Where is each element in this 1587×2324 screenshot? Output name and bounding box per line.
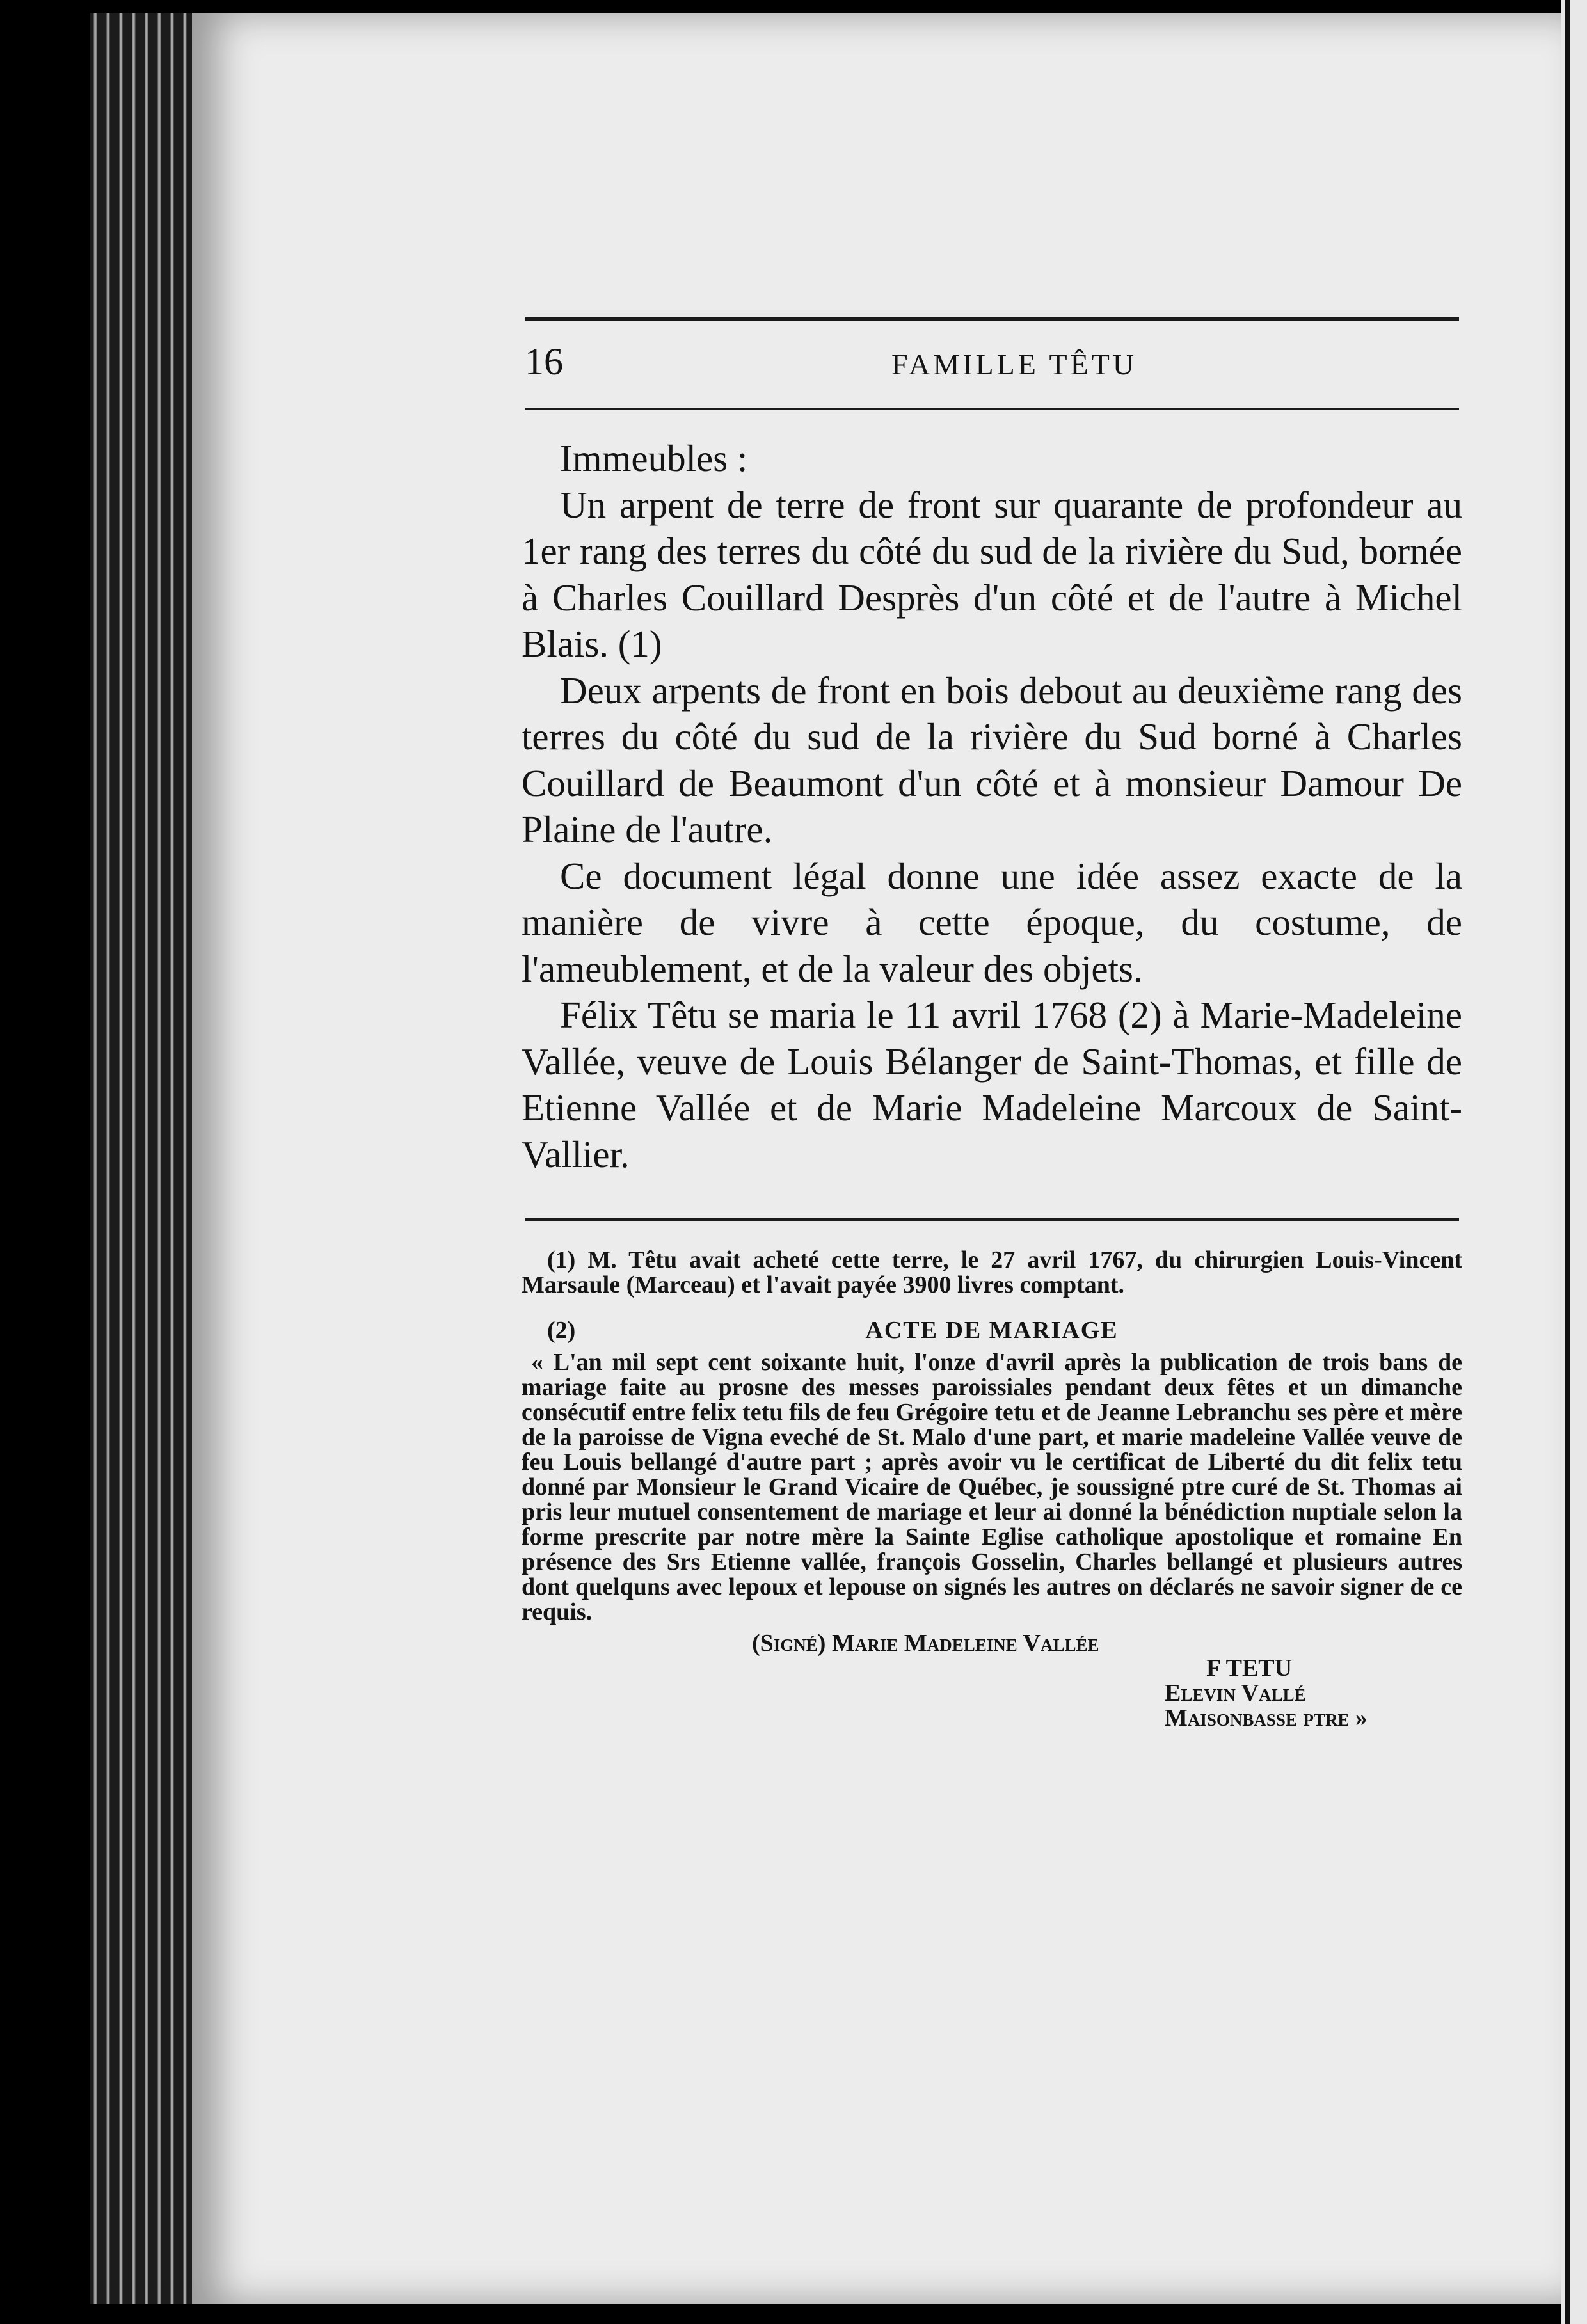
footnote-2-title: ACTE DE MARIAGE xyxy=(865,1317,1119,1344)
page-number: 16 xyxy=(525,340,563,383)
marriage-record-text: « L'an mil sept cent soixante huit, l'onze d'avril après la publication de trois bans de mariage faite au prosne des messes paroissiales pendant deux fêtes et un dimanche consécutif entre felix tetu fils de feu Grégoire tetu et de Jeanne Lebranchu ses père et mère de la paroisse de Vigna eveché de St. Malo d'une part, et marie madeleine Vallée veuve de feu Louis bellangé d'autre part ; après avoir vu le certificat de Liberté du dit felix tetu donné par Monsieur le Grand Vicaire de Québec, je soussigné ptre curé de St. Thomas ai pris leur mutuel consentement de mariage et leur ai donné la bénédiction nuptiale selon la forme prescrite par notre mère la Sainte Eglise catholique apostolique et romaine En présence des Srs Etienne vallée, françois Gosselin, Charles bellangé et plusieurs autres dont quelquns avec lepoux et lepouse on signés les autres on déclarés ne savoir signer de ce requis. xyxy=(522,1349,1462,1625)
header-rule-bottom xyxy=(525,408,1459,410)
paragraph-immeubles: Immeubles : xyxy=(560,437,748,479)
paragraph-deux-arpents: Deux arpents de front en bois debout au deuxième rang des terres du côté du sud de la rivière du Sud borné à Charles Couillard de Beaumont d'un côté et à monsieur Damour De Plaine de l'autre. xyxy=(522,669,1462,850)
header-rule-top xyxy=(525,317,1459,321)
signature-block xyxy=(522,1631,1462,1731)
main-text xyxy=(522,435,1462,1177)
paragraph-arpent: Un arpent de terre de front sur quarante de profondeur au 1er rang des terres du côté du sud de la rivière du Sud, bornée à Charles Couillard Desprès d'un côté et de l'autre à Michel Blais. (1) xyxy=(522,483,1462,665)
footnote-rule xyxy=(525,1218,1459,1221)
running-title: FAMILLE TÊTU xyxy=(891,348,1138,381)
paragraph-document: Ce document légal donne une idée assez exacte de la manière de vivre à cette époque, du costume, de l'ameublement, et de la valeur des objets. xyxy=(522,854,1462,990)
signature-line: (Signé) Marie Madeleine Vallée xyxy=(752,1630,1099,1657)
paragraph-mariage: Félix Têtu se maria le 11 avril 1768 (2) à Marie-Madeleine Vallée, veuve de Louis Bélanger de Saint-Thomas, et fille de Etienne Vallée et de Marie Madeleine Marcoux de Saint-Vallier. xyxy=(522,994,1462,1175)
footnotes xyxy=(522,1248,1462,1731)
signature-line: Maisonbasse ptre » xyxy=(1165,1705,1368,1731)
footnote-1: (1) M. Têtu avait acheté cette terre, le 27 avril 1767, du chirurgien Louis-Vincent Marsaule (Marceau) et l'avait payée 3900 livres comptant. xyxy=(522,1246,1462,1298)
footnote-2-heading xyxy=(522,1318,1462,1346)
footnote-2-number: (2) xyxy=(547,1317,576,1344)
running-head xyxy=(525,333,1459,390)
scan-border-right xyxy=(1561,0,1587,2324)
signature-line: Elevin Vallé xyxy=(1165,1680,1306,1707)
signature-line: F TETU xyxy=(1206,1655,1293,1682)
